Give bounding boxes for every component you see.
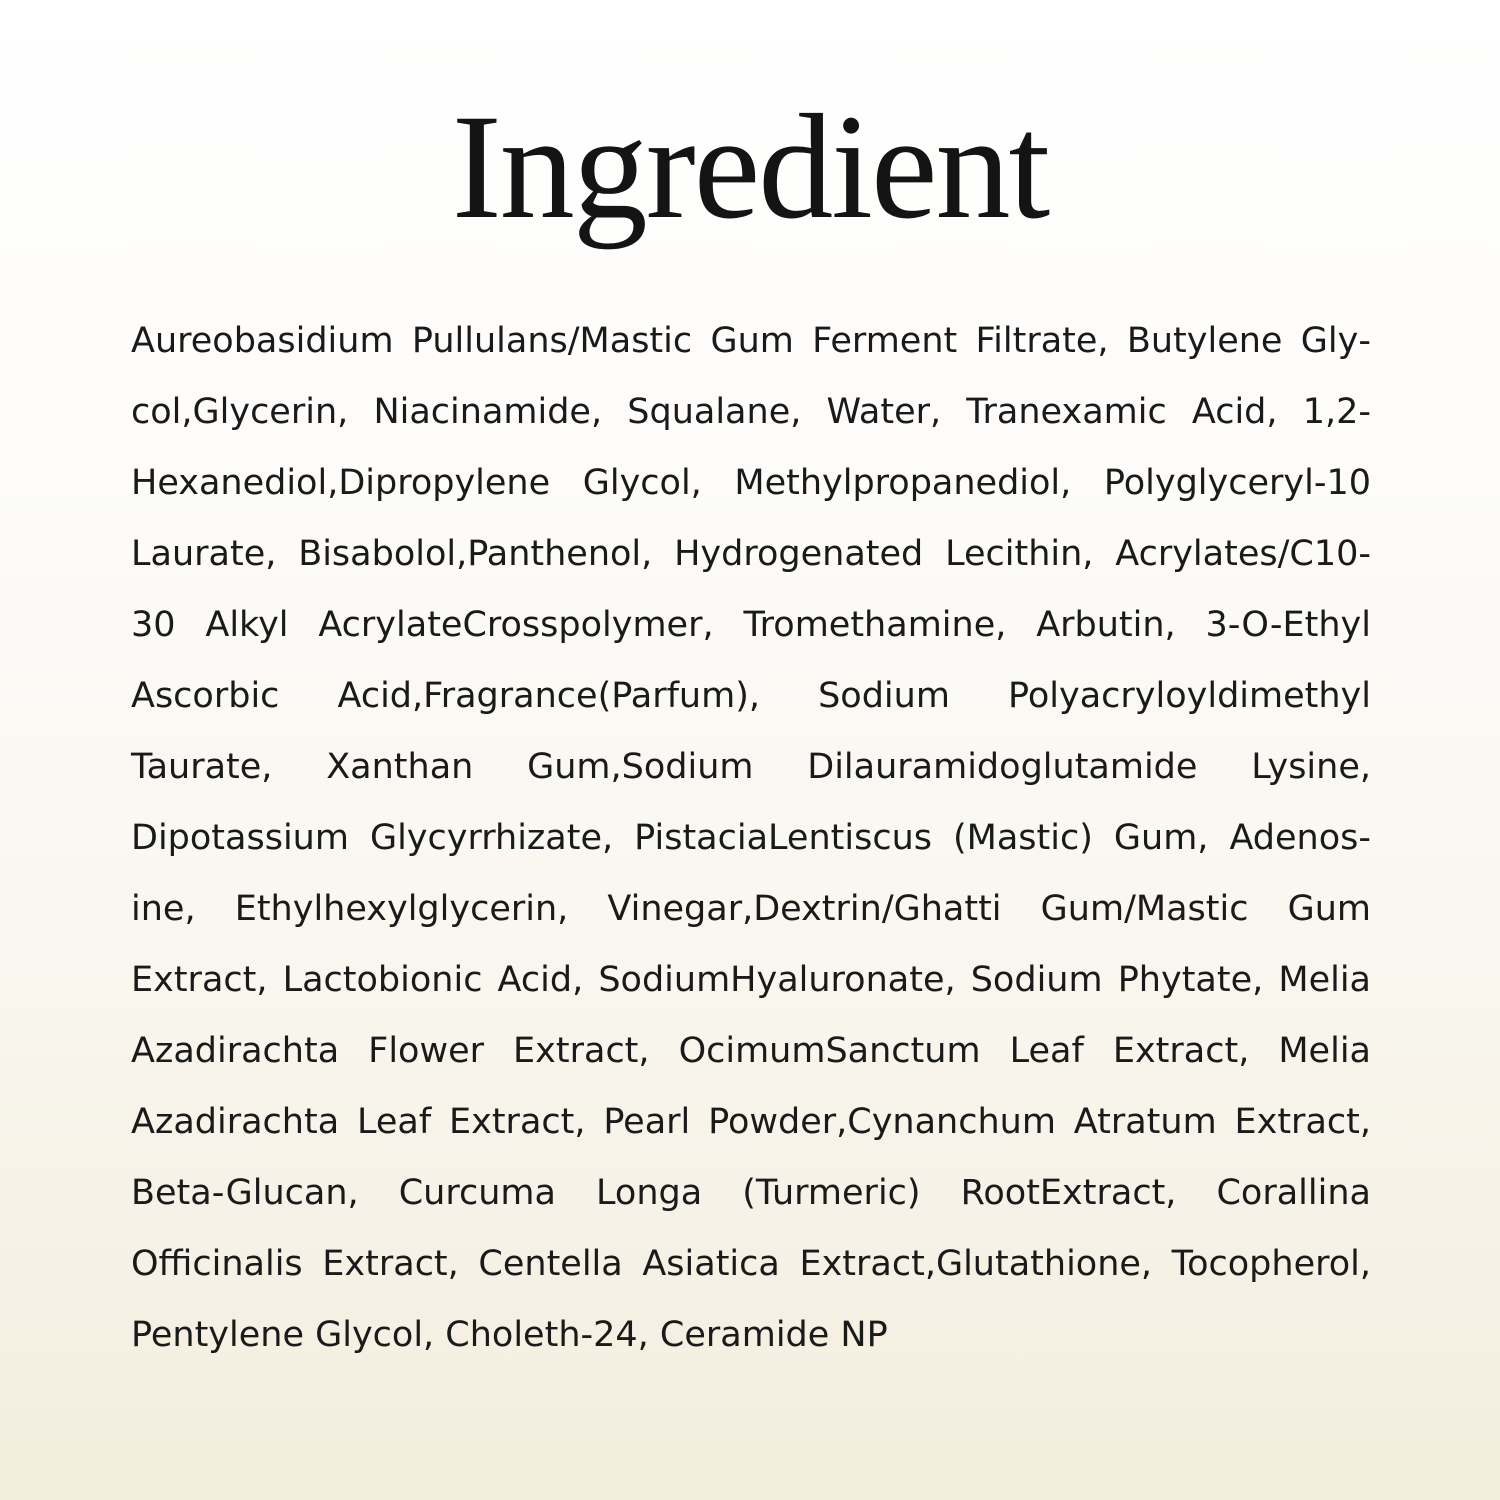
page-title: Ingredient (451, 84, 1049, 250)
ingredients-list: Aureobasidium Pullulans/Mastic Gum Ferment Filtrate, Butylene Glycol,Glycerin, Niacinamide, Squalane, Water, Tranexamic Acid, 1,2-Hexanediol,Dipropylene Glycol, Methylpropanediol, Polyglyceryl-10 Laurate, Bisabolol,Panthenol, Hydrogenated Lecithin, Acrylates/C10-30 Alkyl AcrylateCrosspolymer, Tromethamine, Arbutin, 3-O-Ethyl Ascorbic Acid,Fragrance(Parfum), Sodium Polyacryloyldimethyl Taurate, Xanthan Gum,Sodium Dilauramidoglutamide Lysine, Dipotassium Glycyrrhizate, PistaciaLentiscus (Mastic) Gum, Adenosine, Ethylhexylglycerin, Vinegar,Dextrin/Ghatti Gum/Mastic Gum Extract, Lactobionic Acid, SodiumHyaluronate, Sodium Phytate, Melia Azadirachta Flower Extract, OcimumSanctum Leaf Extract, Melia Azadirachta Leaf Extract, Pearl Powder,Cynanchum Atratum Extract, Beta-Glucan, Curcuma Longa (Turmeric) RootExtract, Corallina Officinalis Extract, Centella Asiatica Extract,Glutathione, Tocopherol, Pentylene Glycol, Choleth-24, Ceramide NP (131, 321, 1371, 1355)
